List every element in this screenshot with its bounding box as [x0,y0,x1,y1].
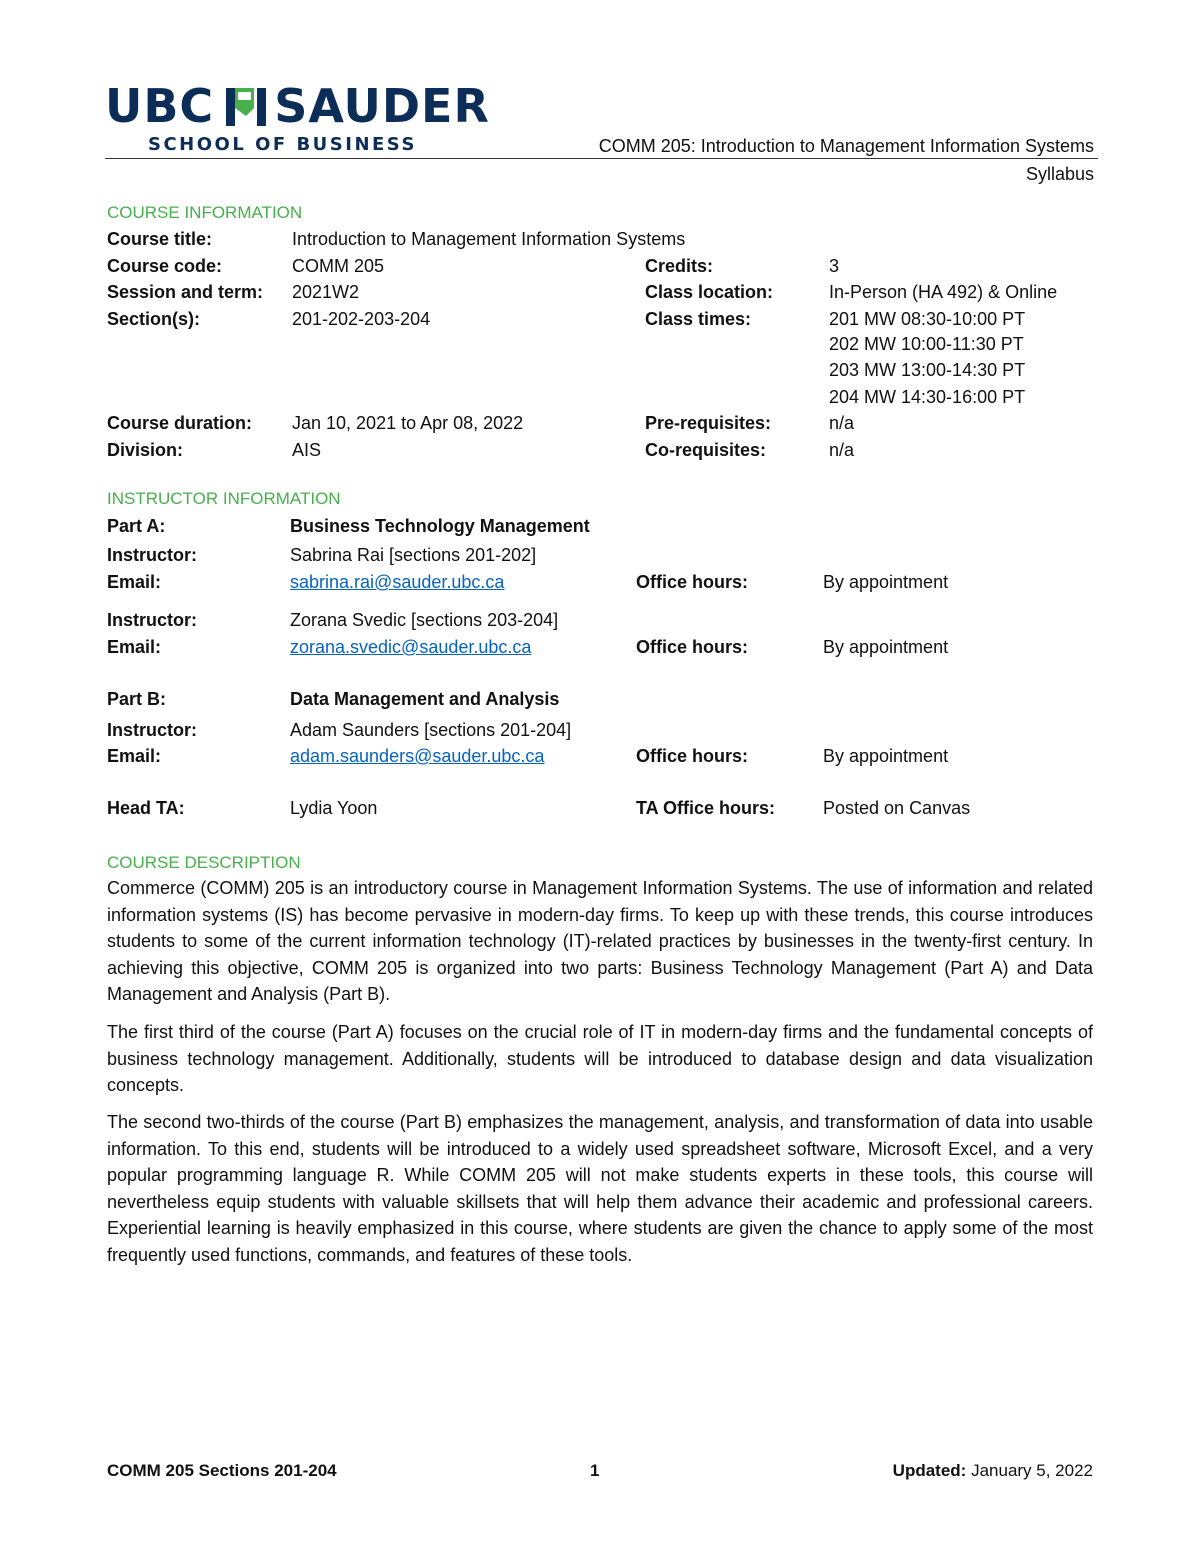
email-label: Email: [107,746,162,766]
description-paragraph: The second two-thirds of the course (Part B) emphasizes the management, analysis, and transformation of data into usable information. To this end, students will be introduced to a widely used spreadsheet software, Microsoft Excel, and a very popular programming language R. While COMM 205 will not make students experts in these tools, this course will nevertheless equip students with valuable skillsets that will help them advance their academic and professional careers. Experiential learning is heavily emphasized in this course, where students are given the chance to apply some of the most frequently used functions, commands, and features of these tools. [107,1112,1093,1265]
sections-value: 201-202-203-204 [292,309,431,329]
office-hours-label: Office hours: [636,572,749,592]
credits-label: Credits: [645,256,714,276]
office-hours-label: Office hours: [636,746,749,766]
instructor-email-link[interactable]: sabrina.rai@sauder.ubc.ca [290,572,505,592]
course-duration-label: Course duration: [107,413,253,433]
email-label: Email: [107,572,162,592]
class-times-label: Class times: [645,309,752,329]
class-location-value: In-Person (HA 492) & Online [829,282,1058,302]
credits-value: 3 [829,256,840,276]
instructor-info-heading: INSTRUCTOR INFORMATION [107,489,341,508]
logo-text-sauder: SAUDER [274,79,490,133]
head-ta-label: Head TA: [107,798,185,818]
coreq-value: n/a [829,440,855,460]
footer-updated [893,1461,1093,1481]
sauder-logo [105,80,490,132]
class-time-item: 201 MW 08:30-10:00 PT [829,309,1026,329]
division-label: Division: [107,440,184,460]
division-value: AIS [292,440,322,460]
instructor-label: Instructor: [107,545,197,565]
description-paragraph: The first third of the course (Part A) focuses on the crucial role of IT in modern-day firms and the fundamental concepts of business technology management. Additionally, students will be introduced to database design and data visualization concepts. [107,1022,1093,1096]
footer-course-sections: COMM 205 Sections 201-204 [107,1461,337,1480]
instructor-email-link[interactable]: adam.saunders@sauder.ubc.ca [290,746,545,766]
head-ta-value: Lydia Yoon [290,798,378,818]
logo-mark-icon [224,84,268,128]
class-time-item: 202 MW 10:00-11:30 PT [829,334,1024,354]
course-title-value: Introduction to Management Information Systems [292,229,686,249]
class-time-item: 204 MW 14:30-16:00 PT [829,387,1026,407]
logo-text-ubc: UBC [105,79,215,133]
description-paragraph: Commerce (COMM) 205 is an introductory course in Management Information Systems. The use of information and related information systems (IS) has become pervasive in modern-day firms. To keep up with these trends, this course introduces students to some of the current information technology (IT)-related practices by businesses in the twenty-first century. In achieving this objective, COMM 205 is organized into two parts: Business Technology Management (Part A) and Data Management and Analysis (Part B). [107,878,1093,1005]
instructor-label: Instructor: [107,720,197,740]
coreq-label: Co-requisites: [645,440,767,460]
instructor-name: Sabrina Rai [sections 201-202] [290,545,537,565]
course-code-value: COMM 205 [292,256,385,276]
header-doc-type: Syllabus [1025,164,1094,184]
part-a-value: Business Technology Management [290,516,590,536]
course-code-label: Course code: [107,256,223,276]
course-duration-value: Jan 10, 2021 to Apr 08, 2022 [292,413,524,433]
office-hours-value: By appointment [823,746,949,766]
class-location-label: Class location: [645,282,774,302]
updated-date: January 5, 2022 [971,1461,1093,1480]
instructor-name: Adam Saunders [sections 201-204] [290,720,572,740]
page-number: 1 [590,1461,600,1480]
part-a-label: Part A: [107,516,166,536]
sections-label: Section(s): [107,309,201,329]
part-b-value: Data Management and Analysis [290,689,560,709]
course-description-heading: COURSE DESCRIPTION [107,853,301,872]
instructor-email-link[interactable]: zorana.svedic@sauder.ubc.ca [290,637,532,657]
prereq-label: Pre-requisites: [645,413,772,433]
updated-label: Updated: [892,1461,967,1480]
instructor-name: Zorana Svedic [sections 203-204] [290,610,559,630]
course-title-label: Course title: [107,229,213,249]
course-info-heading: COURSE INFORMATION [107,203,303,222]
header-divider [105,158,1098,159]
ta-office-hours-value: Posted on Canvas [823,798,971,818]
office-hours-value: By appointment [823,572,949,592]
email-label: Email: [107,637,162,657]
session-value: 2021W2 [292,282,360,302]
class-time-item: 203 MW 13:00-14:30 PT [829,360,1026,380]
office-hours-value: By appointment [823,637,949,657]
logo-subtitle: SCHOOL OF BUSINESS [148,134,417,155]
office-hours-label: Office hours: [636,637,749,657]
part-b-label: Part B: [107,689,167,709]
header-course-title: COMM 205: Introduction to Management Information Systems [598,136,1094,156]
instructor-label: Instructor: [107,610,197,630]
prereq-value: n/a [829,413,855,433]
ta-office-hours-label: TA Office hours: [636,798,775,818]
session-label: Session and term: [107,282,264,302]
